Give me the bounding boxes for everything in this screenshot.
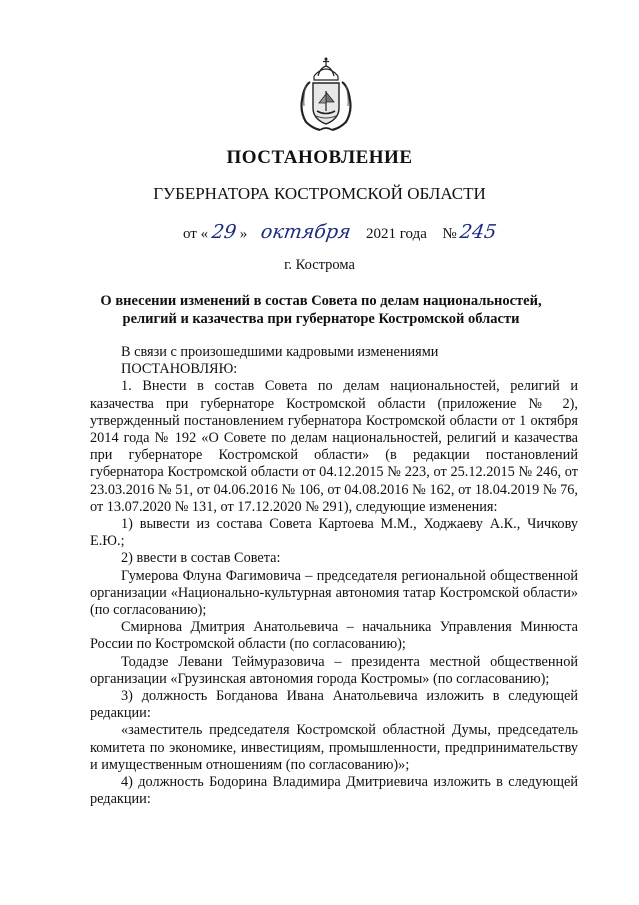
paragraph-member-todadze: Тодадзе Левани Теймуразовича – президента местной общественной организации «Грузинская автономия города Костромы» (по согласованию); [90, 653, 578, 687]
paragraph-subitem-1: 1) вывести из состава Совета Картоева М.М., Ходжаеву А.К., Чичкову Е.Ю.; [90, 516, 578, 550]
paragraph-reason: В связи с произошедшими кадровыми изменениями [121, 344, 439, 360]
date-year: 2021 года [366, 226, 427, 242]
paragraph-subitem-2: 2) ввести в состав Совета: [121, 550, 281, 567]
paragraph-resolve: ПОСТАНОВЛЯЮ: [121, 361, 238, 378]
document-number: 245 [458, 221, 499, 243]
number-prefix: № [442, 226, 457, 242]
city: г. Кострома [284, 257, 355, 273]
paragraph-item-1: 1. Внести в состав Совета по делам национальностей, религий и казачества при губернаторе Костромской области (приложение № 2), утвержденный постановлением губернатора Костромской области от 1 октября 2014 года № 192 «О Совете по делам национальностей, религий и казачества при губернаторе Костромской области» (в редакции постановлений губернатора Костромской области от 04.12.2015 № 223, от 25.12.2015 № 246, от 23.03.2016 № 51, от 04.06.2016 № 106, от 04.08.2016 № 162, от 18.04.2019 № 76, от 13.07.2020 № 131, от 17.12.2020 № 291), следующие изменения: [90, 378, 578, 515]
document-body [90, 344, 578, 808]
kostroma-coat-of-arms-icon [296, 56, 356, 134]
paragraph-member-gumerov: Гумерова Флуна Фагимовича – председателя региональной общественной организации «Национально-культурная автономия татар Костромской области» (по согласованию); [90, 567, 578, 619]
heading-line-1: О внесении изменений в состав Совета по делам национальностей, [100, 293, 542, 309]
paragraph-bogdanov-position: «заместитель председателя Костромской областной Думы, председатель комитета по экономике, инвестициям, промышленности, предпринимательству и имущественным отношениям (по согласованию)»; [90, 722, 578, 773]
paragraph-member-smirnov: Смирнова Дмитрия Анатольевича – начальника Управления Минюста России по Костромской области (по согласованию); [90, 619, 578, 653]
date-mid: » [239, 226, 248, 242]
date-prefix: от « [183, 226, 209, 242]
paragraph-subitem-4: 4) должность Бодорина Владимира Дмитриевича изложить в следующей редакции: [90, 774, 578, 808]
date-day: 29 [210, 221, 238, 243]
date-line [183, 221, 497, 243]
heading-line-2: религий и казачества при губернаторе Костромской области [122, 311, 520, 327]
paragraph-subitem-3: 3) должность Богданова Ивана Анатольевича изложить в следующей редакции: [90, 688, 578, 722]
document-title: ПОСТАНОВЛЕНИЕ [226, 147, 413, 168]
date-month: октября [259, 221, 353, 243]
document-issuer: ГУБЕРНАТОРА КОСТРОМСКОЙ ОБЛАСТИ [153, 184, 486, 203]
document-heading [96, 292, 546, 328]
